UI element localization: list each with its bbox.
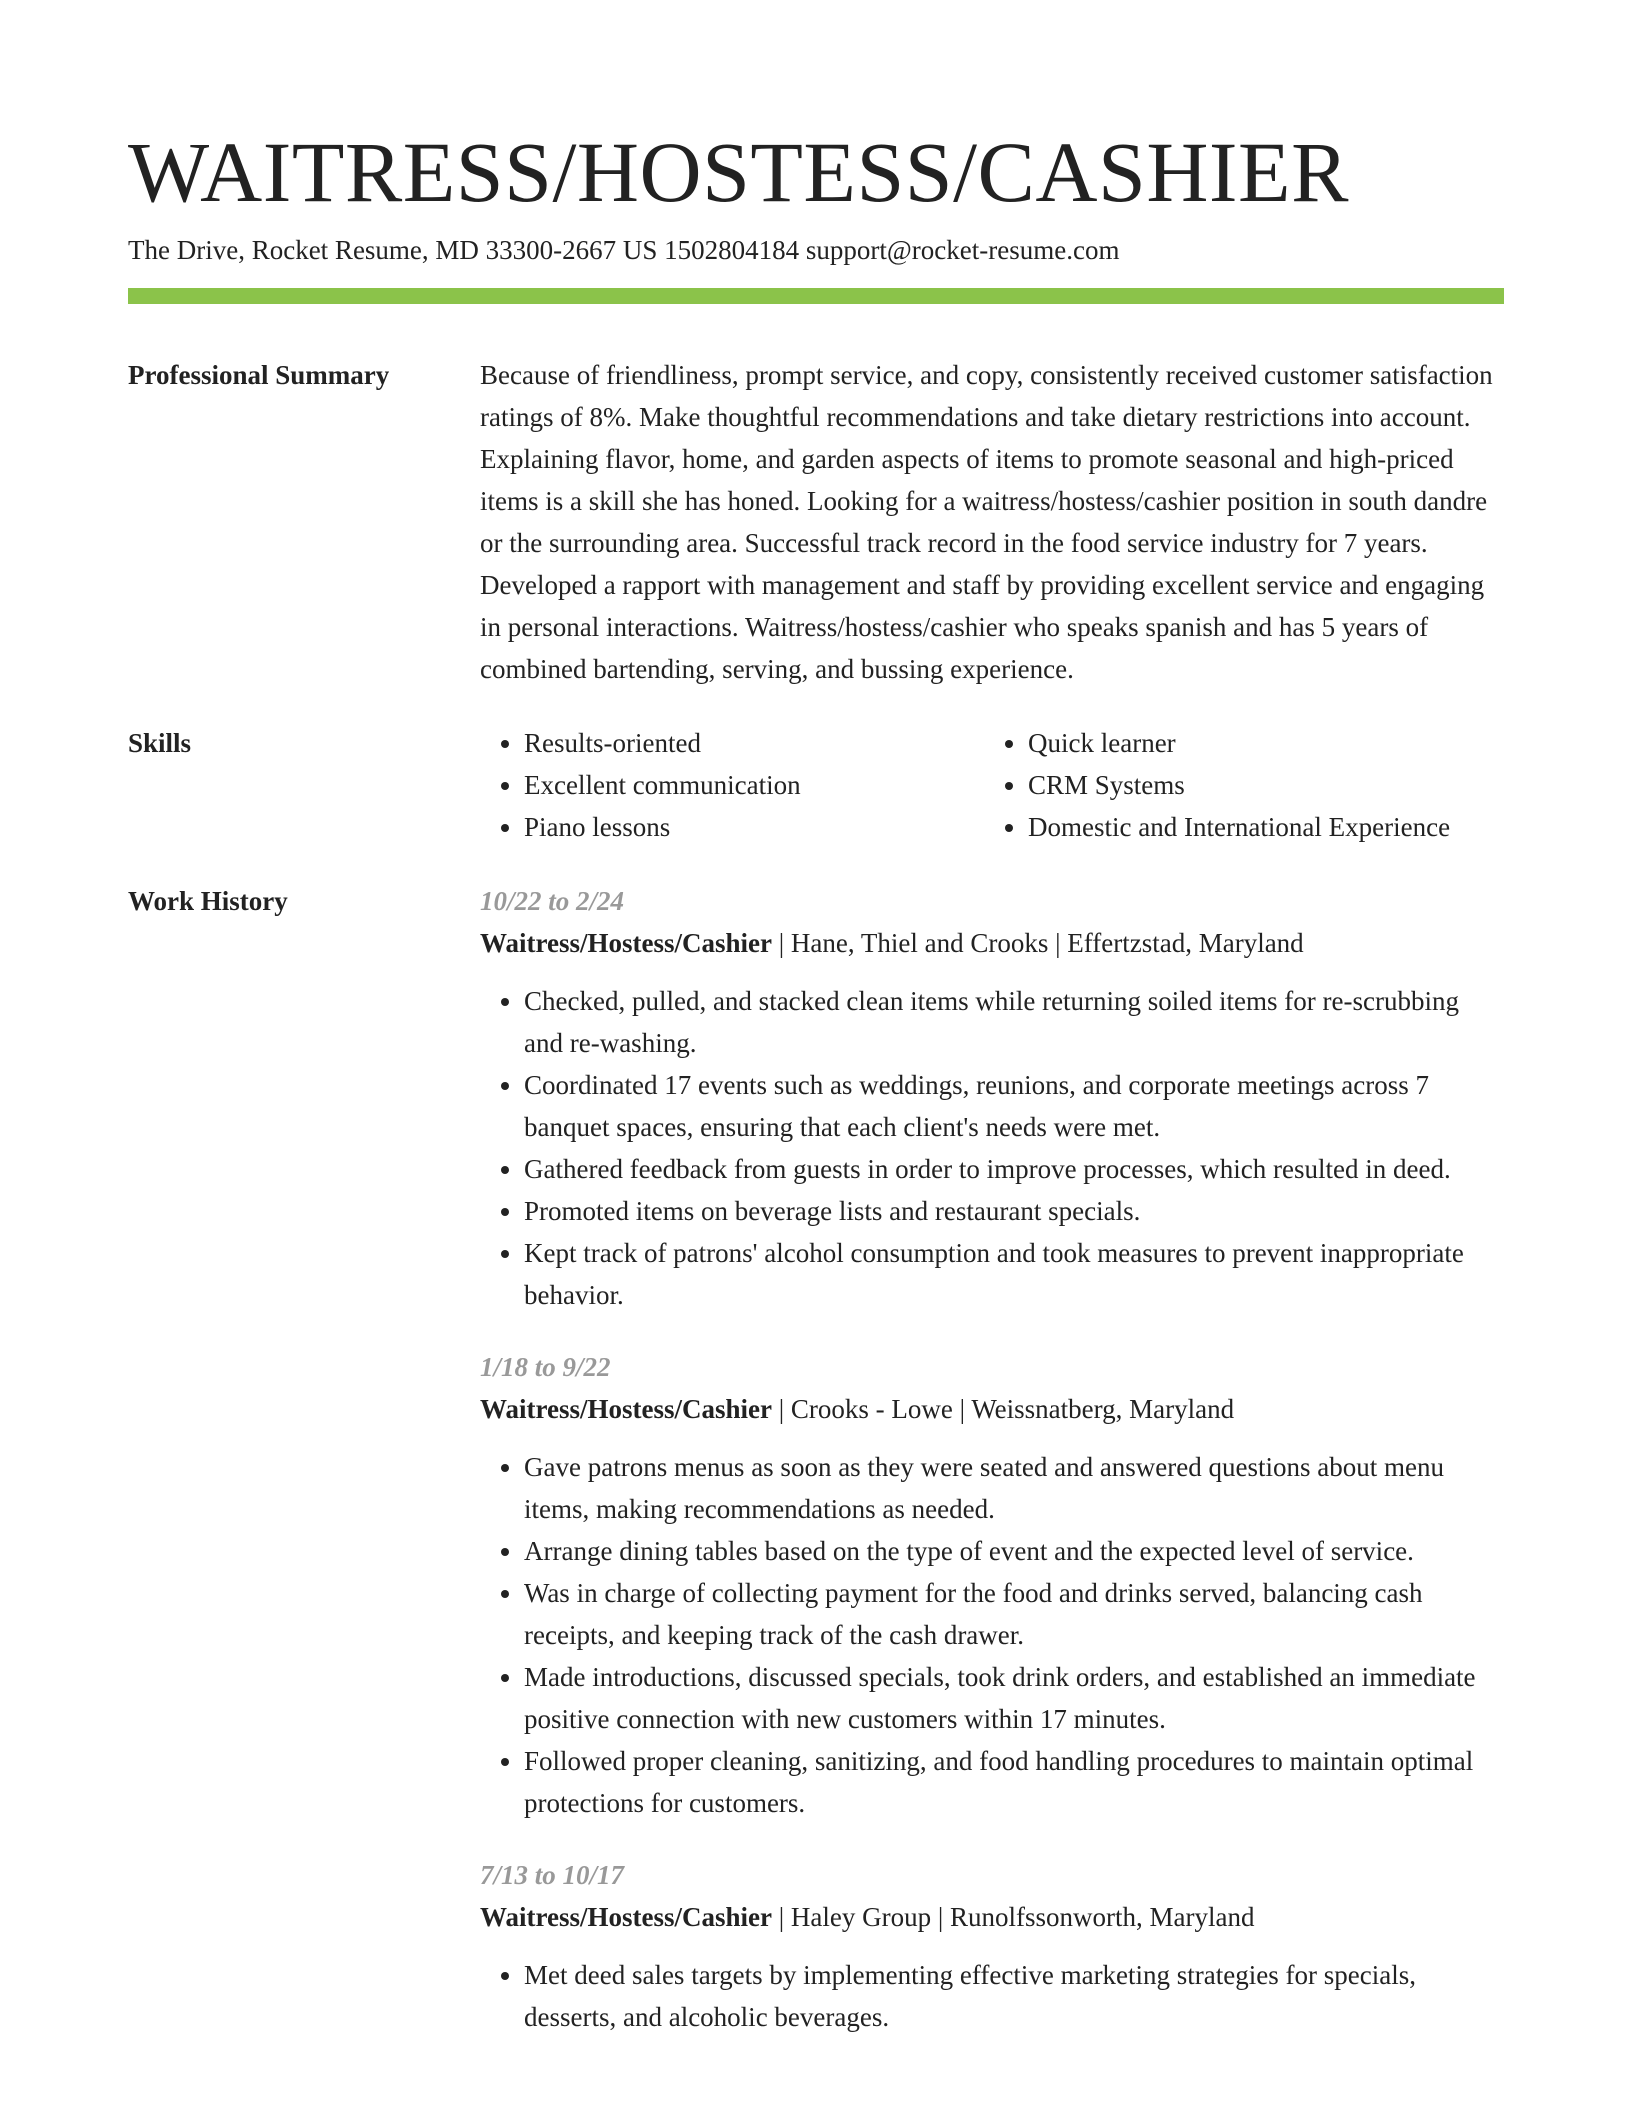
skills-list-right bbox=[984, 722, 1488, 848]
skill-item: • Excellent communication bbox=[524, 764, 984, 806]
summary-text: Because of friendliness, prompt service, and copy, consistently received customer satisfaction ratings of 8%. Make thoughtful recommendations and take dietary restrictions into account. Explaining flavor, home, and garden aspects of items to promote seasonal and high-priced items is a skill she has honed. Looking for a waitress/hostess/cashier position in south dandre or the surrounding area. Successful track record in the food service industry for 7 years. Developed a rapport with management and staff by providing excellent service and engaging in personal interactions. Waitress/hostess/cashier who speaks spanish and has 5 years of combined bartending, serving, and bussing experience. bbox=[480, 360, 1493, 684]
separator: | bbox=[931, 1902, 951, 1932]
job-bullet: • Met deed sales targets by implementing effective marketing strategies for specials, desserts, and alcoholic beverages. bbox=[524, 1954, 1504, 2038]
job-title: Waitress/Hostess/Cashier bbox=[480, 928, 772, 958]
job-entry bbox=[480, 1854, 1504, 2038]
job-bullet: • Checked, pulled, and stacked clean items while returning soiled items for re-scrubbing and re-washing. bbox=[524, 980, 1504, 1064]
separator: | bbox=[952, 1394, 972, 1424]
job-company: Haley Group bbox=[790, 1902, 932, 1932]
job-entry bbox=[480, 880, 1504, 1316]
separator: | bbox=[772, 1902, 791, 1932]
job-dates: 10/22 to 2/24 bbox=[480, 886, 625, 916]
skills-section bbox=[128, 722, 1504, 848]
job-bullet: • Coordinated 17 events such as weddings, reunions, and corporate meetings across 7 banquet spaces, ensuring that each client's needs were met. bbox=[524, 1064, 1504, 1148]
job-bullet: • Made introductions, discussed specials, took drink orders, and established an immediate positive connection with new customers within 17 minutes. bbox=[524, 1656, 1504, 1740]
skill-item: • Piano lessons bbox=[524, 806, 984, 848]
job-bullets bbox=[480, 1446, 1504, 1824]
skill-item: • Results-oriented bbox=[524, 722, 984, 764]
job-title: Waitress/Hostess/Cashier bbox=[480, 1394, 772, 1424]
job-bullet: • Gave patrons menus as soon as they were seated and answered questions about menu items, making recommendations as needed. bbox=[524, 1446, 1504, 1530]
job-dates: 7/13 to 10/17 bbox=[480, 1860, 625, 1890]
job-heading bbox=[480, 922, 1504, 964]
candidate-name: WAITRESS/HOSTESS/CASHIER bbox=[128, 124, 1349, 220]
job-bullet: • Followed proper cleaning, sanitizing, and food handling procedures to maintain optimal protections for customers. bbox=[524, 1740, 1504, 1824]
job-heading bbox=[480, 1896, 1504, 1938]
job-company: Hane, Thiel and Crooks bbox=[790, 928, 1049, 958]
skill-item: • Quick learner bbox=[1028, 722, 1488, 764]
skill-item: • CRM Systems bbox=[1028, 764, 1488, 806]
section-label-skills: Skills bbox=[128, 728, 192, 758]
skills-grid bbox=[480, 722, 1504, 848]
job-dates: 1/18 to 9/22 bbox=[480, 1352, 611, 1382]
job-bullet: • Promoted items on beverage lists and restaurant specials. bbox=[524, 1190, 1504, 1232]
section-label-work: Work History bbox=[128, 886, 288, 916]
contact-line: The Drive, Rocket Resume, MD 33300-2667 US 1502804184 support@rocket-resume.com bbox=[128, 235, 1120, 265]
separator: | bbox=[772, 928, 791, 958]
separator: | bbox=[772, 1394, 791, 1424]
skill-item: • Domestic and International Experience bbox=[1028, 806, 1488, 848]
skills-list-left bbox=[480, 722, 984, 848]
job-title: Waitress/Hostess/Cashier bbox=[480, 1902, 772, 1932]
resume-page bbox=[128, 0, 1504, 2038]
job-bullets bbox=[480, 1954, 1504, 2038]
work-history-section bbox=[128, 880, 1504, 2038]
job-bullet: • Kept track of patrons' alcohol consumption and took measures to prevent inappropriate behavior. bbox=[524, 1232, 1504, 1316]
job-heading bbox=[480, 1388, 1504, 1430]
job-bullet: • Arrange dining tables based on the type of event and the expected level of service. bbox=[524, 1530, 1504, 1572]
job-company: Crooks - Lowe bbox=[790, 1394, 953, 1424]
job-bullet: • Gathered feedback from guests in order to improve processes, which resulted in deed. bbox=[524, 1148, 1504, 1190]
section-label-summary: Professional Summary bbox=[128, 360, 390, 390]
header-divider bbox=[128, 288, 1504, 304]
professional-summary-section bbox=[128, 354, 1504, 690]
job-bullets bbox=[480, 980, 1504, 1316]
job-location: Weissnatberg, Maryland bbox=[971, 1394, 1235, 1424]
job-location: Effertzstad, Maryland bbox=[1067, 928, 1304, 958]
job-location: Runolfssonworth, Maryland bbox=[950, 1902, 1255, 1932]
separator: | bbox=[1048, 928, 1068, 958]
job-bullet: • Was in charge of collecting payment for the food and drinks served, balancing cash receipts, and keeping track of the cash drawer. bbox=[524, 1572, 1504, 1656]
job-entry bbox=[480, 1346, 1504, 1824]
